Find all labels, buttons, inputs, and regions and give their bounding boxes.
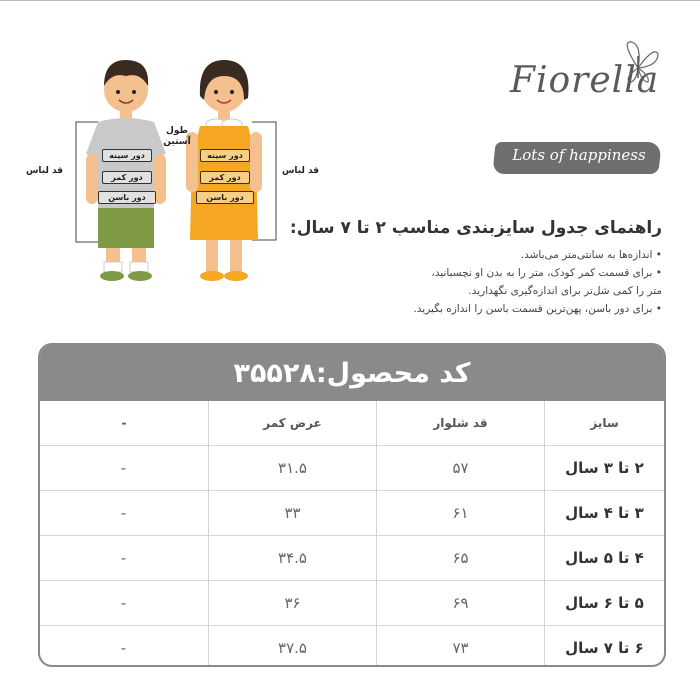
size-guide (262, 218, 662, 318)
table-cell-size: ۵ تا ۶ سال (544, 581, 664, 626)
brand-name: Fiorella (510, 60, 660, 101)
table-cell: ۶۱ (376, 491, 544, 536)
guide-line: متر را کمی شل‌تر برای اندازه‌گیری نگهدارید. (468, 285, 662, 297)
table-cell: ۳۶ (208, 581, 376, 626)
size-grid (40, 401, 664, 667)
boy-waist-label: دور کمر (102, 171, 152, 184)
table-cell-size: ۴ تا ۵ سال (544, 536, 664, 581)
product-code-title: کد محصول:۳۵۵۲۸ (233, 357, 471, 389)
brand-logo (490, 38, 670, 178)
column-header: عرض کمر (208, 401, 376, 446)
boy-sleeve-label: طول آستین (163, 126, 191, 147)
guide-line: • اندازه‌ها به سانتی‌متر می‌باشد. (520, 249, 662, 261)
table-cell: ۶۵ (376, 536, 544, 581)
table-cell: - (40, 491, 208, 536)
table-cell: ۳۳ (208, 491, 376, 536)
table-cell: ۳۷.۵ (208, 626, 376, 667)
table-cell: - (40, 536, 208, 581)
boy-chest-label: دور سینه (102, 149, 152, 162)
column-header: - (40, 401, 208, 446)
table-cell: ۷۳ (376, 626, 544, 667)
guide-line: • برای دور باسن، پهن‌ترین قسمت باسن را اندازه بگیرید. (413, 303, 662, 315)
guide-title: راهنمای جدول سایزبندی مناسب ۲ تا ۷ سال: (289, 218, 662, 238)
boy-hip-label: دور باسن (98, 191, 156, 204)
guide-line: • برای قسمت کمر کودک، متر را به بدن او نچسبانید، (431, 267, 662, 279)
table-title-bar (40, 345, 664, 401)
boy-height-label: قد لباس (26, 166, 64, 176)
table-cell-size: ۳ تا ۴ سال (544, 491, 664, 536)
table-cell: - (40, 581, 208, 626)
table-cell: ۳۴.۵ (208, 536, 376, 581)
table-cell-size: ۶ تا ۷ سال (544, 626, 664, 667)
column-header: قد شلوار (376, 401, 544, 446)
girl-height-label: قد لباس (282, 166, 320, 176)
table-cell-size: ۲ تا ۳ سال (544, 446, 664, 491)
table-cell: ۶۹ (376, 581, 544, 626)
table-cell: ۵۷ (376, 446, 544, 491)
top-divider (0, 0, 700, 1)
column-header: سایز (544, 401, 664, 446)
table-cell: ۳۱.۵ (208, 446, 376, 491)
table-cell: - (40, 446, 208, 491)
girl-hip-label: دور باسن (196, 191, 254, 204)
brand-tagline: Lots of happiness (512, 146, 646, 164)
girl-chest-label: دور سینه (200, 149, 250, 162)
size-table (38, 343, 666, 667)
girl-waist-label: دور کمر (200, 171, 250, 184)
table-cell: - (40, 626, 208, 667)
